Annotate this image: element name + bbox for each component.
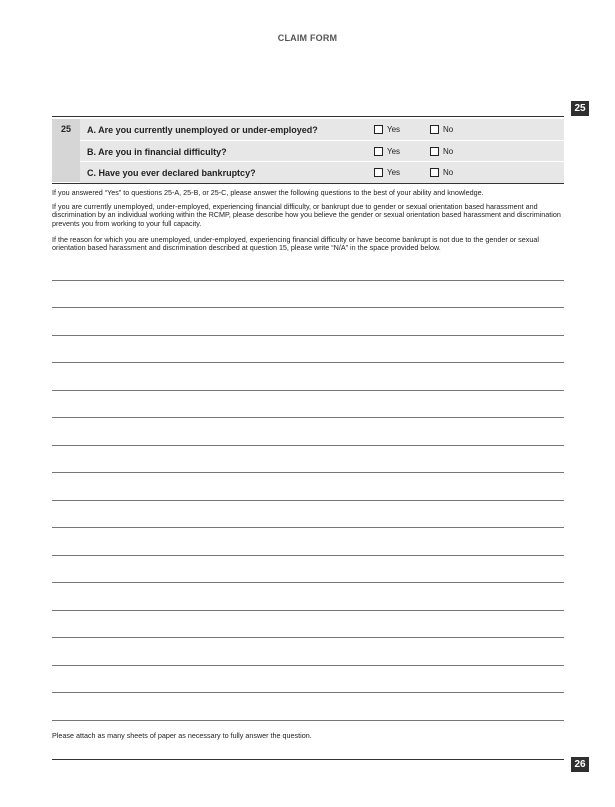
question-b-no-option[interactable] bbox=[430, 147, 490, 156]
answer-line[interactable] bbox=[52, 720, 564, 721]
page-number-tab-bottom: 26 bbox=[571, 757, 589, 772]
question-b-yes-checkbox[interactable] bbox=[374, 147, 383, 156]
question-b-no-checkbox[interactable] bbox=[430, 147, 439, 156]
question-25-block bbox=[52, 119, 564, 182]
instruction-paragraph-1: If you answered “Yes” to questions 25-A, 25-B, or 25-C, please answer the following questions to the best of your ability and knowledge. bbox=[52, 188, 484, 197]
question-a-no-option[interactable] bbox=[430, 125, 490, 134]
question-a-no-label: No bbox=[443, 125, 454, 134]
answer-line[interactable] bbox=[52, 692, 564, 693]
top-rule bbox=[52, 116, 564, 117]
question-c-yes-option[interactable] bbox=[374, 168, 430, 177]
question-c-no-checkbox[interactable] bbox=[430, 168, 439, 177]
answer-line[interactable] bbox=[52, 307, 564, 308]
bottom-rule bbox=[52, 759, 564, 760]
answer-line[interactable] bbox=[52, 555, 564, 556]
question-bottom-rule bbox=[52, 183, 564, 184]
question-number: 25 bbox=[52, 119, 80, 182]
question-b-label: B. Are you in financial difficulty? bbox=[87, 146, 227, 157]
answer-line[interactable] bbox=[52, 637, 564, 638]
question-c-yes-label: Yes bbox=[387, 168, 401, 177]
answer-line[interactable] bbox=[52, 527, 564, 528]
answer-line[interactable] bbox=[52, 582, 564, 583]
question-b-no-label: No bbox=[443, 147, 454, 156]
question-b-yes-label: Yes bbox=[387, 147, 401, 156]
question-row-a bbox=[80, 119, 564, 140]
page-number-tab-top: 25 bbox=[571, 101, 589, 116]
answer-line[interactable] bbox=[52, 500, 564, 501]
question-a-yes-label: Yes bbox=[387, 125, 401, 134]
question-c-no-label: No bbox=[443, 168, 454, 177]
question-a-yes-checkbox[interactable] bbox=[374, 125, 383, 134]
question-c-yes-checkbox[interactable] bbox=[374, 168, 383, 177]
question-row-b bbox=[80, 140, 564, 162]
answer-line[interactable] bbox=[52, 445, 564, 446]
instruction-paragraph-3: If the reason for which you are unemployed, under-employed, experiencing financial difficulty or have become bankrupt is not due to the gender or sexual orientation based harassment and discrimination described at question 15, please write “N/A” in the space provided below. bbox=[52, 235, 539, 253]
question-a-yes-option[interactable] bbox=[374, 125, 430, 134]
answer-line[interactable] bbox=[52, 610, 564, 611]
form-title: CLAIM FORM bbox=[277, 33, 338, 43]
answer-line[interactable] bbox=[52, 472, 564, 473]
answer-line[interactable] bbox=[52, 390, 564, 391]
attach-sheets-note: Please attach as many sheets of paper as necessary to fully answer the question. bbox=[52, 731, 312, 740]
question-a-no-checkbox[interactable] bbox=[430, 125, 439, 134]
answer-line[interactable] bbox=[52, 417, 564, 418]
question-row-c bbox=[80, 161, 564, 183]
question-b-yes-option[interactable] bbox=[374, 147, 430, 156]
instruction-paragraph-2: If you are currently unemployed, under-employed, experiencing financial difficulty, or bankrupt due to gender or sexual orientation based harassment and discrimination by an individual working within the RCMP, please describe how you believe the gender or sexual orientation based harassment and discrimination prevents you from working to your full capacity. bbox=[52, 202, 561, 228]
answer-line[interactable] bbox=[52, 280, 564, 281]
question-c-label: C. Have you ever declared bankruptcy? bbox=[87, 167, 256, 178]
answer-line[interactable] bbox=[52, 335, 564, 336]
question-c-no-option[interactable] bbox=[430, 168, 490, 177]
answer-line[interactable] bbox=[52, 362, 564, 363]
answer-line[interactable] bbox=[52, 665, 564, 666]
question-a-label: A. Are you currently unemployed or under-employed? bbox=[87, 124, 318, 135]
